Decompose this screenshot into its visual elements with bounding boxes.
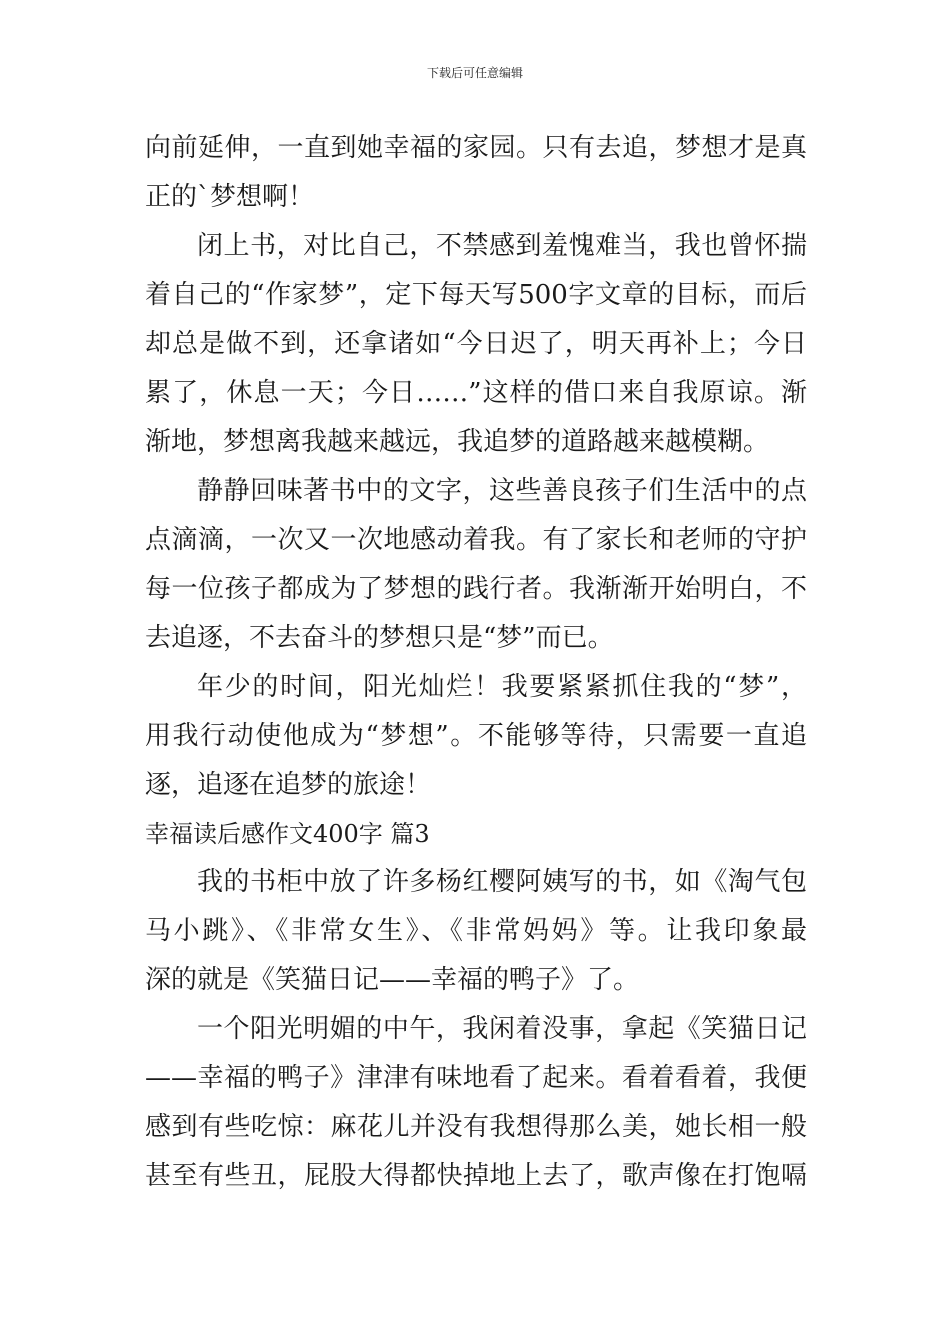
text-line: 深的就是《笑猫日记——幸福的鸭子》了。 [145,965,640,995]
text-line: 感到有些吃惊：麻花儿并没有我想得那么美，她长相一般 [145,1112,807,1142]
text-line: 着自己的“作家梦”，定下每天写500字文章的目标，而后 [145,280,807,310]
document-body [145,124,807,1201]
text-line: ——幸福的鸭子》津津有味地看了起来。看着看着，我便 [145,1063,807,1093]
text-line: 点滴滴，一次又一次地感动着我。有了家长和老师的守护 [145,525,807,555]
text-line: 却总是做不到，还拿诸如“今日迟了，明天再补上；今日 [145,329,807,359]
text-line: 向前延伸，一直到她幸福的家园。只有去追，梦想才是真 [145,133,807,163]
text-line: 闭上书，对比自己，不禁感到羞愧难当，我也曾怀揣 [197,231,807,261]
text-line: 甚至有些丑，屁股大得都快掉地上去了，歌声像在打饱嗝 [145,1161,807,1191]
text-line: 逐，追逐在追梦的旅途！ [145,770,432,800]
text-line: 用我行动使他成为“梦想”。不能够等待，只需要一直追 [145,721,807,751]
text-line: 渐地，梦想离我越来越远，我追梦的道路越来越模糊。 [145,427,770,457]
text-line: 马小跳》、《非常女生》、《非常妈妈》等。让我印象最 [145,916,807,946]
text-line: 去追逐，不去奋斗的梦想只是“梦”而已。 [145,623,614,653]
text-line: 累了，休息一天；今日……”这样的借口来自我原谅。渐 [145,378,807,408]
text-line: 正的`梦想啊！ [145,182,315,212]
text-line: 每一位孩子都成为了梦想的践行者。我渐渐开始明白，不 [145,574,807,604]
section-heading: 幸福读后感作文400字 篇3 [145,820,430,848]
text-line: 我的书柜中放了许多杨红樱阿姨写的书，如《淘气包 [197,867,807,897]
text-line: 一个阳光明媚的中午，我闲着没事，拿起《笑猫日记 [197,1014,807,1044]
text-line: 年少的时间，阳光灿烂！我要紧紧抓住我的“梦”， [197,672,807,702]
text-line: 静静回味著书中的文字，这些善良孩子们生活中的点 [197,476,807,506]
page-header: 下载后可任意编辑 [426,66,523,80]
